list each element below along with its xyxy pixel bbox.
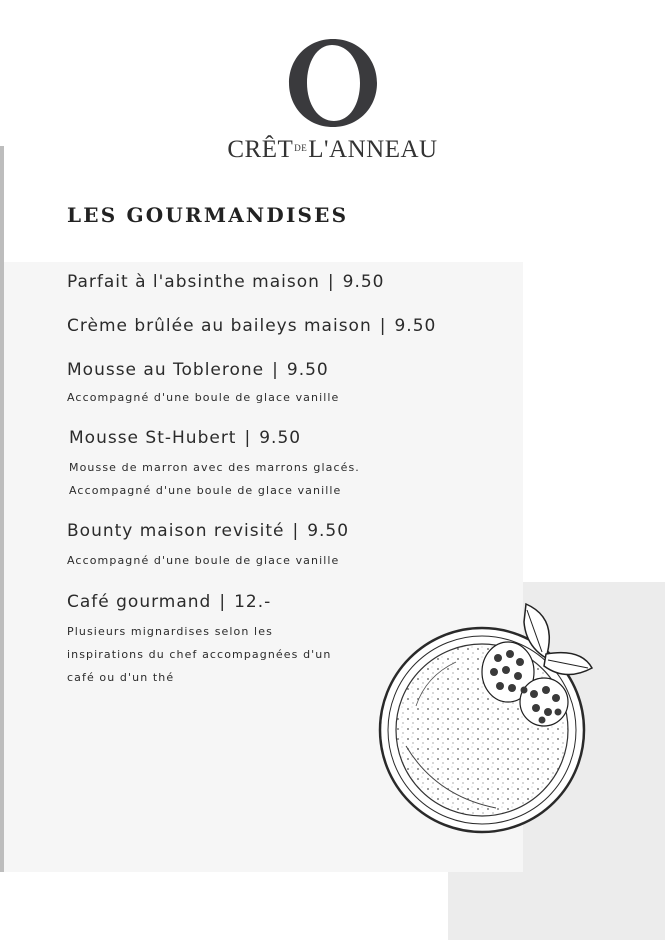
item-description: café ou d'un thé bbox=[67, 671, 175, 684]
separator: | bbox=[219, 592, 227, 612]
item-name: Crème brûlée au baileys maison bbox=[67, 316, 372, 336]
item-description: Mousse de marron avec des marrons glacés. bbox=[69, 461, 360, 474]
separator: | bbox=[244, 428, 252, 448]
item-description: Accompagné d'une boule de glace vanille bbox=[67, 554, 340, 567]
separator: | bbox=[379, 316, 387, 336]
menu-item bbox=[67, 521, 507, 572]
brand-de: DE bbox=[294, 143, 308, 153]
menu-item bbox=[67, 360, 507, 409]
item-name: Café gourmand bbox=[67, 592, 212, 612]
menu-item bbox=[69, 428, 509, 502]
item-name: Parfait à l'absinthe maison bbox=[67, 272, 320, 292]
item-name: Bounty maison revisité bbox=[67, 521, 285, 541]
menu-item bbox=[67, 316, 507, 336]
item-price: 12.- bbox=[234, 592, 272, 612]
item-description: inspirations du chef accompagnées d'un bbox=[67, 648, 332, 661]
raspberry-dessert-plate-icon bbox=[376, 596, 598, 838]
item-description: Plusieurs mignardises selon les bbox=[67, 625, 273, 638]
separator: | bbox=[292, 521, 300, 541]
item-price: 9.50 bbox=[286, 360, 329, 380]
menu-item bbox=[67, 272, 507, 292]
item-price: 9.50 bbox=[342, 272, 385, 292]
brand-part-2: L'ANNEAU bbox=[308, 136, 438, 163]
brand-name bbox=[0, 136, 665, 164]
section-title: LES GOURMANDISES bbox=[67, 203, 349, 227]
item-price: 9.50 bbox=[307, 521, 350, 541]
item-description: Accompagné d'une boule de glace vanille bbox=[67, 391, 340, 404]
item-price: 9.50 bbox=[259, 428, 302, 448]
separator: | bbox=[327, 272, 335, 292]
item-name: Mousse au Toblerone bbox=[67, 360, 265, 380]
left-accent-bar bbox=[0, 146, 4, 872]
brand-part-1: CRÊT bbox=[227, 136, 294, 163]
separator: | bbox=[272, 360, 279, 380]
item-name: Mousse St-Hubert bbox=[69, 428, 237, 448]
ring-logo-icon bbox=[288, 38, 378, 128]
item-description: Accompagné d'une boule de glace vanille bbox=[69, 484, 342, 497]
logo bbox=[0, 0, 665, 175]
item-price: 9.50 bbox=[394, 316, 437, 336]
